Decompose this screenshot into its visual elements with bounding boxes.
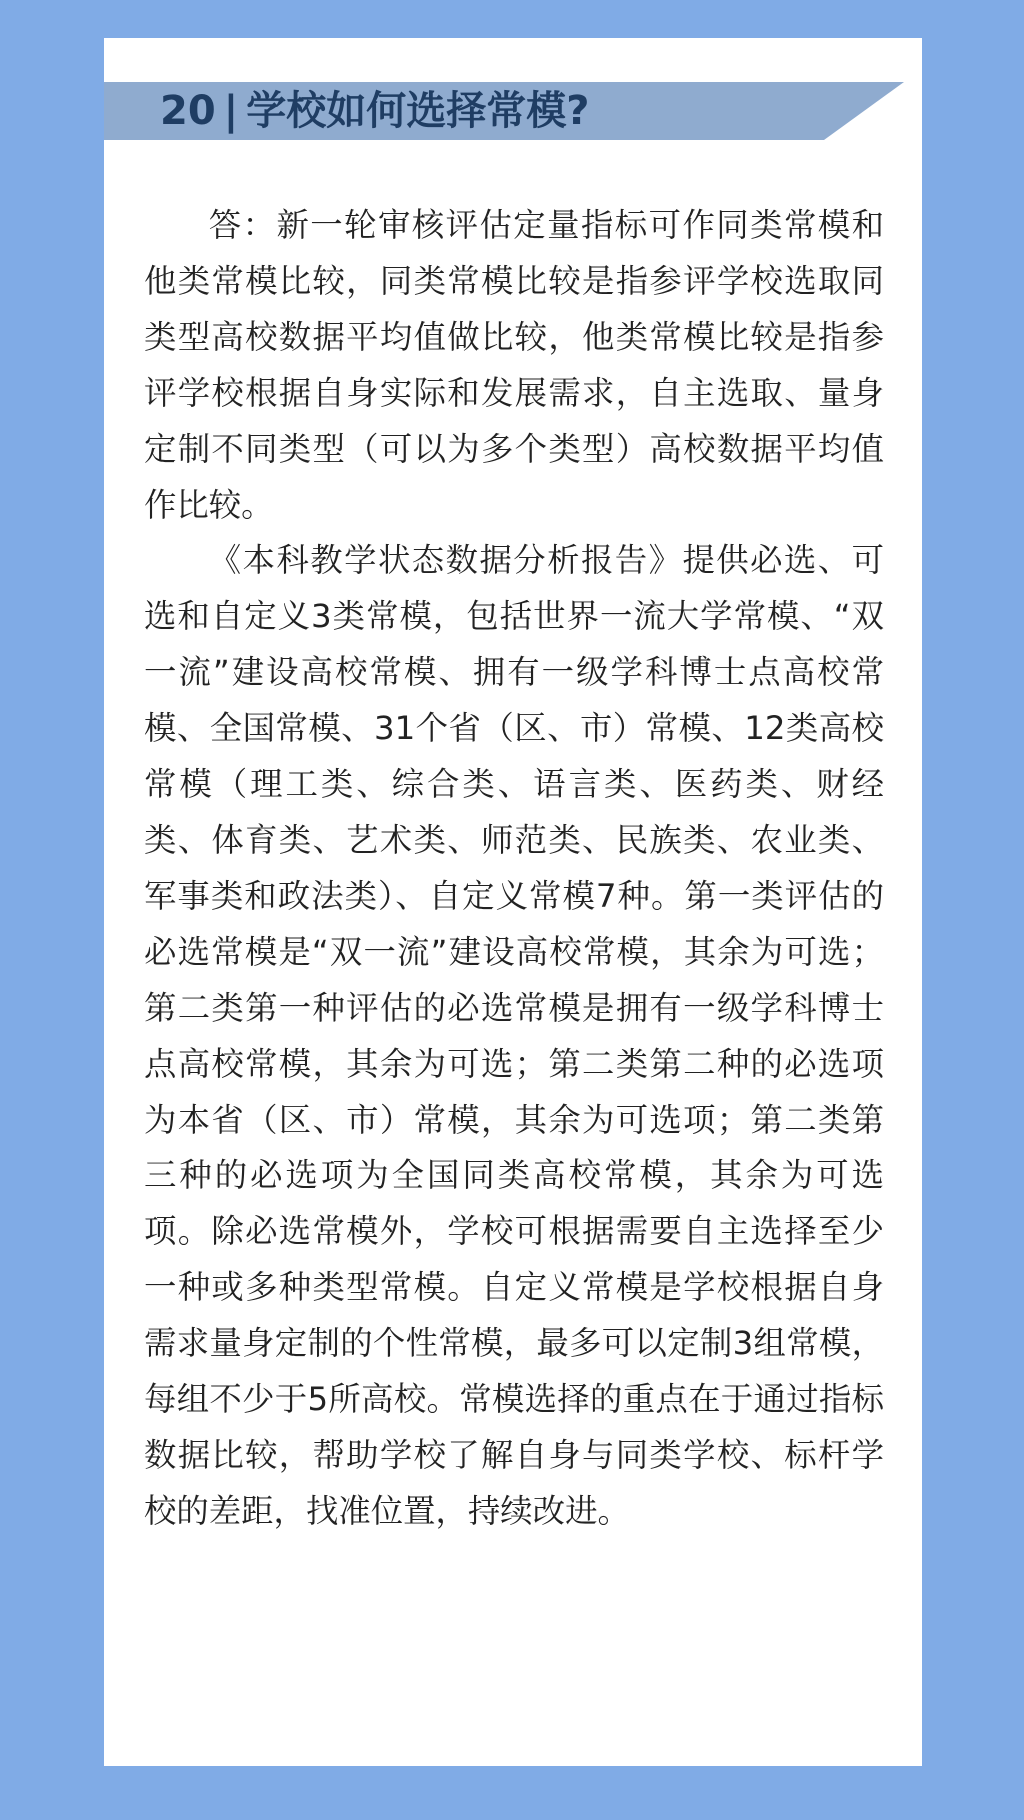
answer-paragraph-2: 《本科教学状态数据分析报告》提供必选、可选和自定义3类常模，包括世界一流大学常模、“双一流”建设高校常模、拥有一级学科博士点高校常模、全国常模、31个省（区、市）常模、12类高校常模（理工类、综合类、语言类、医药类、财经类、体育类、艺术类、师范类、民族类、农业类、军事类和政法类）、自定义常模7种。第一类评估的必选常模是“双一流”建设高校常模，其余为可选；第二类第一种评估的必选常模是拥有一级学科博士点高校常模，其余为可选；第二类第二种的必选项为本省（区、市）常模，其余为可选项；第二类第三种的必选项为全国同类高校常模，其余为可选项。除必选常模外，学校可根据需要自主选择至少一种或多种类型常模。自定义常模是学校根据自身需求量身定制的个性常模，最多可以定制3组常模，每组不少于5所高校。常模选择的重点在于通过指标数据比较，帮助学校了解自身与同类学校、标杆学校的差距，找准位置，持续改进。 — [144, 541, 884, 1530]
answer-body — [144, 198, 884, 1540]
title-question: 学校如何选择常模? — [246, 88, 590, 134]
title-banner — [104, 82, 904, 140]
answer-paragraph-1: 答：新一轮审核评估定量指标可作同类常模和他类常模比较，同类常模比较是指参评学校选取同类型高校数据平均值做比较，他类常模比较是指参评学校根据自身实际和发展需求，自主选取、量身定制不同类型（可以为多个类型）高校数据平均值作比较。 — [144, 206, 884, 524]
content-card — [104, 38, 922, 1766]
page-title — [160, 82, 589, 140]
title-separator: | — [223, 88, 239, 134]
title-number: 20 — [160, 88, 216, 134]
